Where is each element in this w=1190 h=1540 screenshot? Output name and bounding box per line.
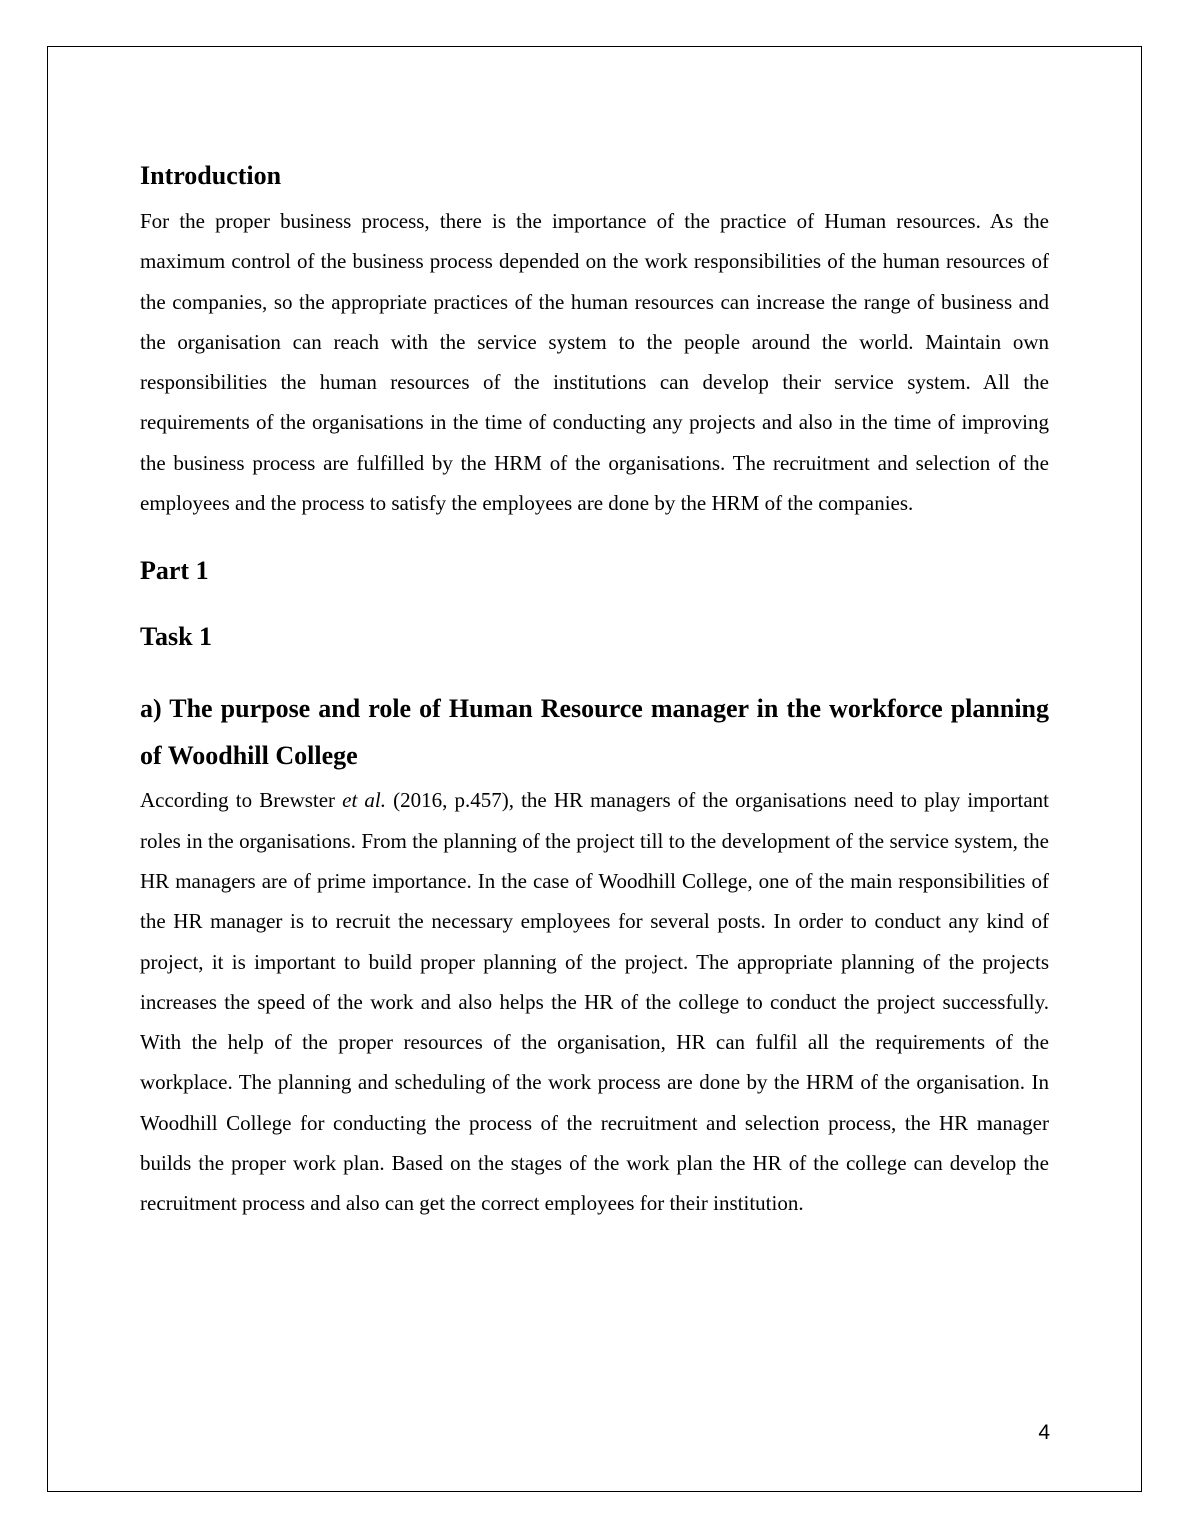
section-a-heading: a) The purpose and role of Human Resource manager in the workforce planning of Woodhill College <box>140 694 1049 771</box>
task-heading: Task 1 <box>140 622 213 652</box>
introduction-heading: Introduction <box>140 161 282 190</box>
introduction-paragraph: For the proper business process, there is the importance of the practice of Human resources. As the maximum control of the business process depended on the work responsibilities of the human resources of the companies, so the appropriate practices of the human resources can increase the range of business and the organisation can reach with the service system to the people around the world. Maintain own responsibilities the human resources of the institutions can develop their service system. All the requirements of the organisations in the time of conducting any projects and also in the time of improving the business process are fulfilled by the HRM of the organisations. The recruitment and selection of the employees and the process to satisfy the employees are done by the HRM of the companies. <box>140 209 1049 516</box>
citation-italic: et al. <box>342 788 386 813</box>
page-number: 4 <box>1038 1421 1050 1444</box>
citation-lead: According to Brewster <box>140 788 343 813</box>
section-a-paragraph-body: (2016, p.457), the HR managers of the organisations need to play important roles in the organisations. From the planning of the project till to the development of the service system, the HR managers are of prime importance. In the case of Woodhill College, one of the main responsibilities of the HR manager is to recruit the necessary employees for several posts. In order to conduct any kind of project, it is important to build proper planning of the project. The appropriate planning of the projects increases the speed of the work and also helps the HR of the college to conduct the project successfully. With the help of the proper resources of the organisation, HR can fulfil all the requirements of the workplace. The planning and scheduling of the work process are done by the HRM of the organisation. In Woodhill College for conducting the process of the recruitment and selection process, the HR manager builds the proper work plan. Based on the stages of the work plan the HR of the college can develop the recruitment process and also can get the correct employees for their institution. <box>140 788 1049 1216</box>
section-a-paragraph <box>140 780 1049 1223</box>
document-body <box>140 156 1049 1224</box>
part-heading: Part 1 <box>140 556 209 586</box>
